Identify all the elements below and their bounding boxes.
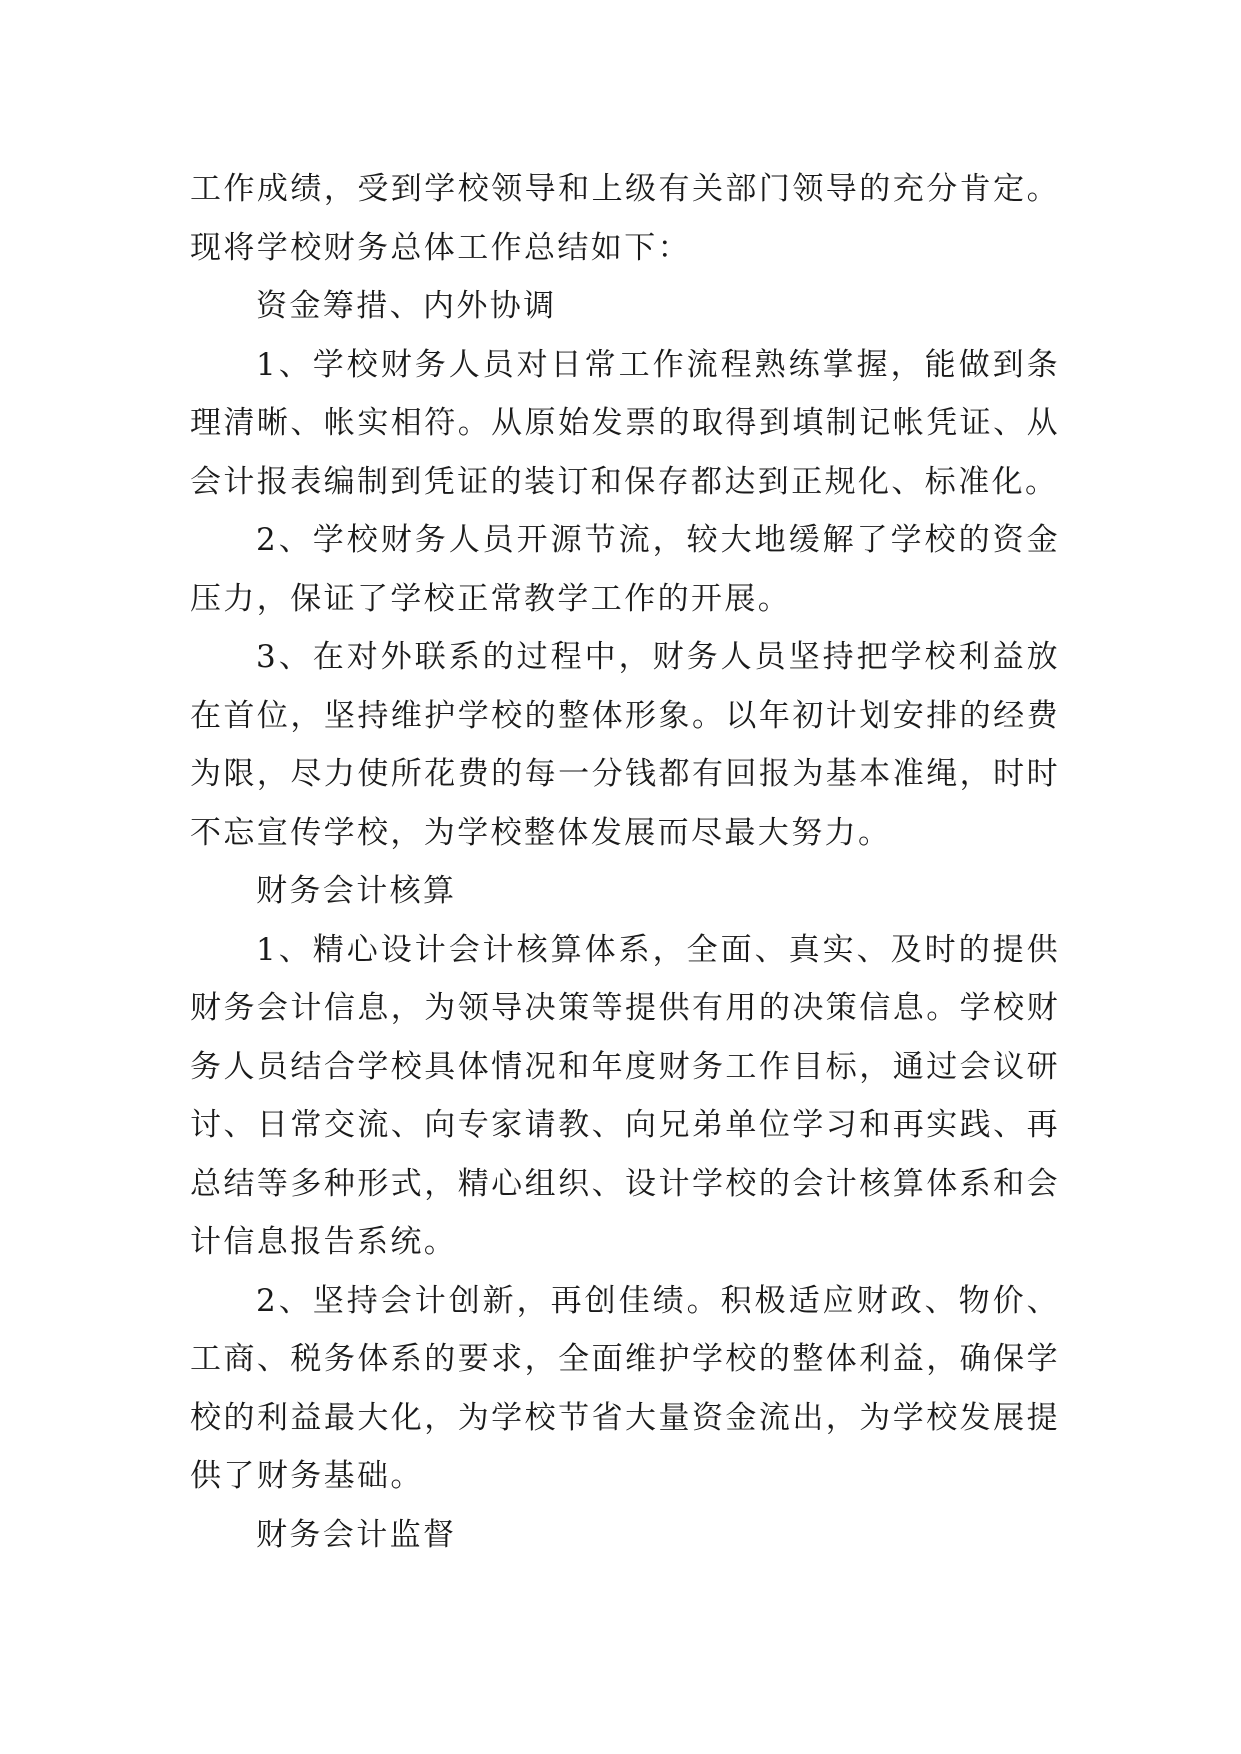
paragraph-intro: 工作成绩，受到学校领导和上级有关部门领导的充分肯定。现将学校财务总体工作总结如下： [190, 171, 1060, 266]
paragraph-funding-3: 3、在对外联系的过程中，财务人员坚持把学校利益放在首位，坚持维护学校的整体形象。以年初计划安排的经费为限，尽力使所花费的每一分钱都有回报为基本准绳，时时不忘宣传学校，为学校整体发展而尽最大努力。 [190, 639, 1060, 851]
paragraph-accounting-1: 1、精心设计会计核算体系，全面、真实、及时的提供财务会计信息，为领导决策等提供有用的决策信息。学校财务人员结合学校具体情况和年度财务工作目标，通过会议研讨、日常交流、向专家请教、向兄弟单位学习和再实践、再总结等多种形式，精心组织、设计学校的会计核算体系和会计信息报告系统。 [190, 931, 1060, 1260]
section-heading-funding: 资金筹措、内外协调 [256, 288, 557, 324]
section-heading-accounting: 财务会计核算 [256, 873, 457, 909]
section-heading-supervision: 财务会计监督 [256, 1516, 457, 1553]
paragraph-accounting-2: 2、坚持会计创新，再创佳绩。积极适应财政、物价、工商、税务体系的要求，全面维护学校的整体利益，确保学校的利益最大化，为学校节省大量资金流出，为学校发展提供了财务基础。 [190, 1282, 1060, 1494]
document-body [190, 160, 1060, 1564]
paragraph-funding-2: 2、学校财务人员开源节流，较大地缓解了学校的资金压力，保证了学校正常教学工作的开展。 [190, 522, 1060, 617]
paragraph-funding-1: 1、学校财务人员对日常工作流程熟练掌握，能做到条理清晰、帐实相符。从原始发票的取得到填制记帐凭证、从会计报表编制到凭证的装订和保存都达到正规化、标准化。 [190, 346, 1060, 500]
